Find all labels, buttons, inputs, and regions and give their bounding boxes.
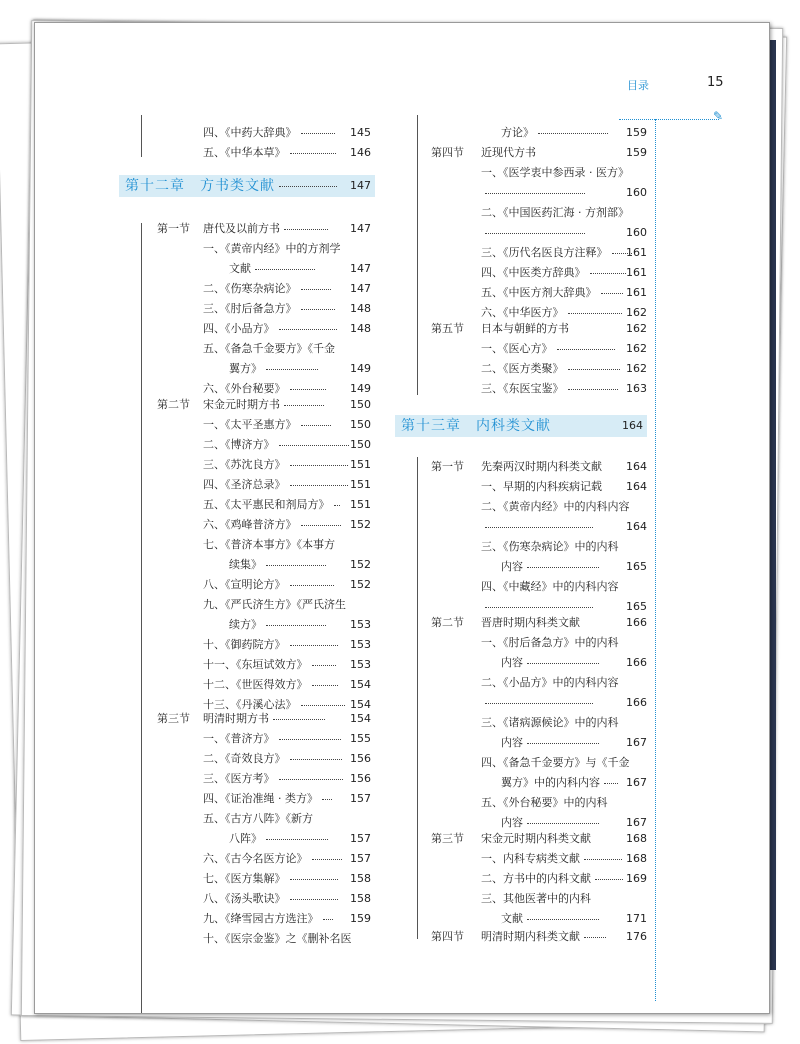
toc-entry[interactable]: 内容 167 <box>501 736 647 749</box>
toc-entry[interactable]: 一、《医心方》 162 <box>481 342 647 355</box>
toc-entry[interactable]: 八、《汤头歌诀》 158 <box>203 892 371 905</box>
toc-entry[interactable]: 十、《医宗金鉴》之《删补名医 <box>203 932 352 945</box>
toc-entry[interactable]: 续方》 153 <box>229 618 371 631</box>
toc-entry[interactable]: 六、《外台秘要》 149 <box>203 382 371 395</box>
toc-entry[interactable]: 二、《黄帝内经》中的内科内容 <box>481 500 630 513</box>
toc-entry[interactable]: 一、《医学衷中参西录 · 医方》 <box>481 166 629 179</box>
section-entry[interactable]: 近现代方书 159 <box>481 146 647 159</box>
toc-entry[interactable]: 九、《绛雪园古方选注》 159 <box>203 912 371 925</box>
toc-entry[interactable]: 三、其他医著中的内科 <box>481 892 591 905</box>
toc-entry[interactable]: 六、《古今名医方论》 157 <box>203 852 371 865</box>
section-entry[interactable]: 明清时期方书 154 <box>203 712 371 725</box>
toc-entry[interactable]: 160 <box>481 183 647 203</box>
section-label: 第四节 <box>431 930 464 943</box>
toc-entry[interactable]: 文献 147 <box>229 262 371 275</box>
toc-entry[interactable]: 内容 166 <box>501 656 647 669</box>
pen-icon: ✎ <box>713 109 724 123</box>
left-column-bar-top <box>141 115 142 157</box>
section-entry[interactable]: 宋金元时期方书 150 <box>203 398 371 411</box>
toc-entry[interactable]: 一、《肘后备急方》中的内科 <box>481 636 619 649</box>
toc-entry[interactable]: 四、《中药大辞典》 145 <box>203 126 371 139</box>
header-page-number: 15 <box>707 75 724 90</box>
toc-entry[interactable]: 三、《诸病源候论》中的内科 <box>481 716 619 729</box>
toc-entry[interactable]: 三、《肘后备急方》 148 <box>203 302 371 315</box>
toc-entry[interactable]: 十三、《丹溪心法》 154 <box>203 698 371 711</box>
toc-entry[interactable]: 五、《中华本草》 146 <box>203 146 371 159</box>
toc-entry[interactable]: 十一、《东垣试效方》 153 <box>203 658 371 671</box>
toc-entry[interactable]: 四、《圣济总录》 151 <box>203 478 371 491</box>
section-entry[interactable]: 明清时期内科类文献 176 <box>481 930 647 943</box>
toc-entry[interactable]: 一、《普济方》 155 <box>203 732 371 745</box>
toc-entry[interactable]: 六、《鸡峰普济方》 152 <box>203 518 371 531</box>
section-entry[interactable]: 唐代及以前方书 147 <box>203 222 371 235</box>
toc-entry[interactable]: 164 <box>481 517 647 537</box>
toc-entry[interactable]: 五、《外台秘要》中的内科 <box>481 796 608 809</box>
toc-entry[interactable]: 九、《严氏济生方》《严氏济生 <box>203 598 346 611</box>
toc-entry[interactable]: 内容 167 <box>501 816 647 829</box>
toc-entry[interactable]: 五、《太平惠民和剂局方》 151 <box>203 498 371 511</box>
section-entry[interactable]: 日本与朝鲜的方书 162 <box>481 322 647 335</box>
header-rule <box>619 119 719 120</box>
toc-entry[interactable]: 二、《医方类聚》 162 <box>481 362 647 375</box>
toc-page <box>34 22 770 1014</box>
toc-entry[interactable]: 三、《医方考》 156 <box>203 772 371 785</box>
toc-entry[interactable]: 文献 171 <box>501 912 647 925</box>
toc-entry[interactable]: 续集》 152 <box>229 558 371 571</box>
toc-entry[interactable]: 二、《小品方》中的内科内容 <box>481 676 619 689</box>
toc-entry[interactable]: 166 <box>481 693 647 713</box>
toc-entry[interactable]: 二、《奇效良方》 156 <box>203 752 371 765</box>
toc-entry[interactable]: 内容 165 <box>501 560 647 573</box>
toc-entry[interactable]: 四、《中医类方辞典》 161 <box>481 266 647 279</box>
section-label: 第一节 <box>157 222 190 235</box>
section-label: 第一节 <box>431 460 464 473</box>
toc-entry[interactable]: 三、《历代名医良方注释》 161 <box>481 246 647 259</box>
header-label: 目录 <box>627 79 649 92</box>
section-label: 第五节 <box>431 322 464 335</box>
toc-entry[interactable]: 三、《苏沈良方》 151 <box>203 458 371 471</box>
toc-entry[interactable]: 翼方》 149 <box>229 362 371 375</box>
toc-entry[interactable]: 翼方》中的内科内容 167 <box>501 776 647 789</box>
toc-entry[interactable]: 四、《小品方》 148 <box>203 322 371 335</box>
toc-entry[interactable]: 一、早期的内科疾病记载 164 <box>481 480 647 493</box>
section-label: 第三节 <box>157 712 190 725</box>
toc-entry[interactable]: 六、《中华医方》 162 <box>481 306 647 319</box>
toc-entry[interactable]: 五、《古方八阵》《新方 <box>203 812 313 825</box>
toc-entry[interactable]: 十、《御药院方》 153 <box>203 638 371 651</box>
toc-entry[interactable]: 五、《中医方剂大辞典》 161 <box>481 286 647 299</box>
section-entry[interactable]: 宋金元时期内科类文献 168 <box>481 832 647 845</box>
toc-entry[interactable]: 二、方书中的内科文献 169 <box>481 872 647 885</box>
section-entry[interactable]: 先秦两汉时期内科类文献 164 <box>481 460 647 473</box>
right-column-bar-top <box>417 115 418 395</box>
toc-entry[interactable]: 一、内科专病类文献 168 <box>481 852 647 865</box>
page-edge-strip <box>770 40 776 970</box>
toc-entry[interactable]: 一、《太平圣惠方》 150 <box>203 418 371 431</box>
section-label: 第二节 <box>157 398 190 411</box>
toc-entry[interactable]: 二、《博济方》 150 <box>203 438 371 451</box>
toc-entry[interactable]: 二、《伤寒杂病论》 147 <box>203 282 371 295</box>
toc-entry[interactable]: 四、《中藏经》中的内科内容 <box>481 580 619 593</box>
section-label: 第二节 <box>431 616 464 629</box>
toc-entry[interactable]: 五、《备急千金要方》《千金 <box>203 342 335 355</box>
toc-entry[interactable]: 八、《宣明论方》 152 <box>203 578 371 591</box>
toc-entry[interactable]: 八阵》 157 <box>229 832 371 845</box>
toc-entry[interactable]: 三、《伤寒杂病论》中的内科 <box>481 540 619 553</box>
toc-entry[interactable]: 160 <box>481 223 647 243</box>
section-entry[interactable]: 晋唐时期内科类文献 166 <box>481 616 647 629</box>
toc-entry[interactable]: 二、《中国医药汇海 · 方剂部》 <box>481 206 629 219</box>
toc-entry[interactable]: 七、《医方集解》 158 <box>203 872 371 885</box>
toc-entry[interactable]: 三、《东医宝鉴》 163 <box>481 382 647 395</box>
chapter-heading-12[interactable]: 第十二章 方书类文献 147 <box>119 175 375 197</box>
toc-entry[interactable]: 四、《证治准绳 · 类方》 157 <box>203 792 371 805</box>
toc-entry[interactable]: 一、《黄帝内经》中的方剂学 <box>203 242 341 255</box>
toc-entry[interactable]: 四、《备急千金要方》与《千金 <box>481 756 630 769</box>
toc-entry[interactable]: 十二、《世医得效方》 154 <box>203 678 371 691</box>
chapter-heading-13[interactable]: 第十三章 内科类文献 164 <box>395 415 647 437</box>
left-column-bar-main <box>141 223 142 1014</box>
toc-entry[interactable]: 七、《普济本事方》《本事方 <box>203 538 335 551</box>
margin-rule <box>655 119 656 1001</box>
toc-entry[interactable]: 165 <box>481 597 647 617</box>
section-label: 第三节 <box>431 832 464 845</box>
section-label: 第四节 <box>431 146 464 159</box>
toc-entry[interactable]: 方论》 159 <box>501 126 647 139</box>
right-column-bar-main <box>417 457 418 939</box>
